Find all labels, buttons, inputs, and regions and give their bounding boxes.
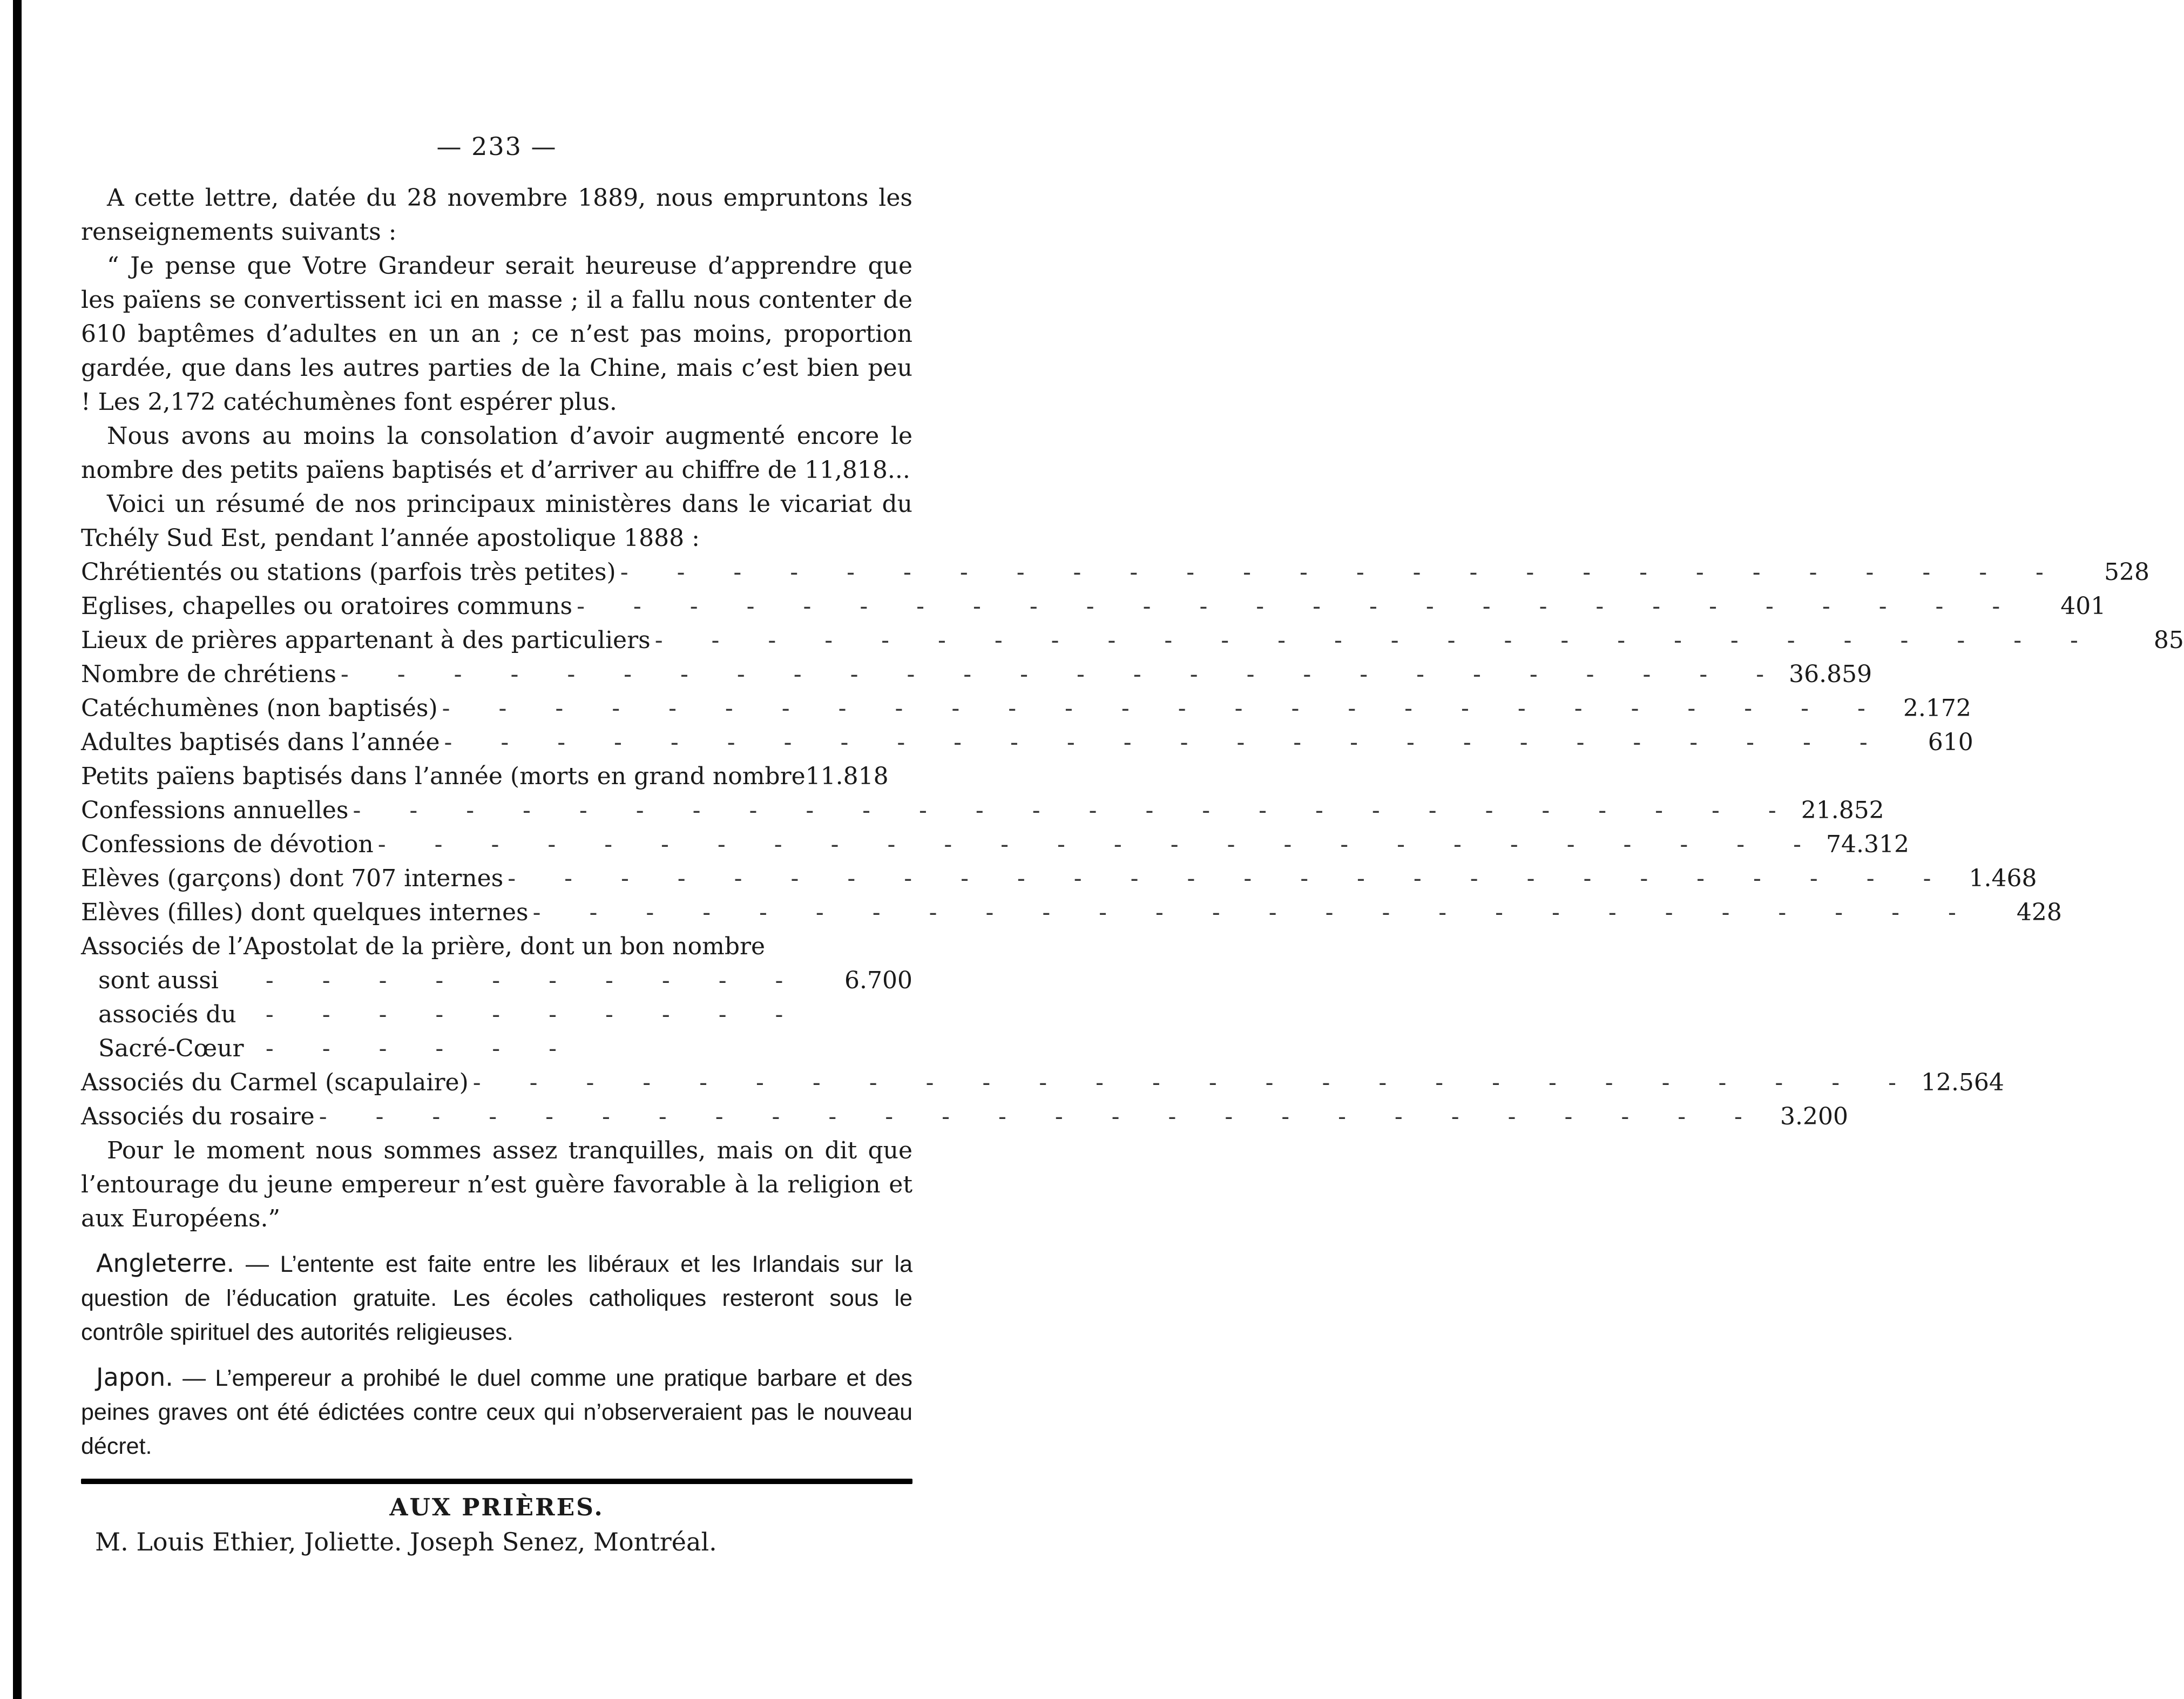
news-text: — L’entente est faite entre les libéraux et les Irlandais sur la question de l’éducation gratuite. Les écoles catholiques resteront sous le contrôle spirituel des autorités religieuses.	[81, 1251, 912, 1345]
stat-row	[81, 657, 1872, 691]
stat-value: 85	[2153, 626, 2184, 654]
dash-leader	[261, 963, 831, 1066]
dash-leader	[572, 589, 2025, 623]
stat-label: Confessions annuelles	[81, 797, 349, 824]
stat-row	[81, 589, 2106, 623]
dash-leader	[315, 1100, 1767, 1134]
stat-label: Elèves (garçons) dont 707 internes	[81, 865, 504, 892]
dash-leader	[503, 861, 1956, 895]
horizontal-rule	[81, 1479, 912, 1484]
stat-row	[81, 1100, 1848, 1134]
dash-leader	[349, 793, 1801, 827]
stat-label: Chrétientés ou stations (parfois très petites)	[81, 558, 616, 586]
stat-value: 21.852	[1801, 797, 1884, 824]
stat-label: Adultes baptisés dans l’année	[81, 729, 440, 756]
dash-leader	[651, 623, 2103, 657]
stat-row	[81, 827, 1909, 861]
stat-label: Elèves (filles) dont quelques internes	[81, 899, 529, 926]
dash-leader	[336, 657, 1789, 691]
stat-row	[81, 759, 912, 793]
stat-row-multiline	[81, 929, 912, 1066]
statistics-table	[81, 555, 2184, 1134]
news-text: — L’empereur a prohibé le duel comme une pratique barbare et des peines graves ont été édictées contre ceux qui n’observeraient pas le nouveau décret.	[81, 1365, 912, 1459]
stat-value: 6.700	[844, 967, 912, 994]
intro-paragraph: A cette lettre, datée du 28 novembre 1889, nous empruntons les renseignements suivants :	[81, 184, 912, 246]
stat-row	[81, 793, 1884, 827]
news-title: Angleterre.	[96, 1249, 235, 1278]
document-page	[81, 130, 2184, 1560]
stat-value: 428	[2016, 899, 2062, 926]
letter-paragraph-1: “ Je pense que Votre Grandeur serait heureuse d’apprendre que les païens se convertissent ici en masse ; il a fallu nous contenter de 610 baptêmes d’adultes en un an ; ce n’est pas moins, proportion gardée, que dans les autres parties de la Chine, mais c’est bien peu ! Les 2,172 catéchumènes font espérer plus.	[81, 252, 912, 416]
stat-label: Nombre de chrétiens	[81, 660, 336, 688]
stat-value: 1.468	[1969, 865, 2037, 892]
news-item-angleterre	[81, 1246, 912, 1350]
dash-leader	[529, 895, 1981, 929]
stat-label: Catéchumènes (non baptisés)	[81, 695, 438, 722]
stat-value: 528	[2104, 558, 2149, 586]
stat-label: Associés du rosaire	[81, 1103, 315, 1130]
dash-leader	[440, 725, 1892, 759]
prayer-names: M. Louis Ethier, Joliette. Joseph Senez, Montréal.	[95, 1527, 717, 1556]
stat-label-line-2: sont aussi associés du Sacré-Cœur	[98, 967, 244, 1062]
stat-value: 12.564	[1921, 1069, 2004, 1096]
dash-leader	[374, 827, 1826, 861]
prayers-heading: AUX PRIÈRES.	[389, 1494, 604, 1521]
news-item-japon	[81, 1360, 912, 1464]
stat-label: Confessions de dévotion	[81, 831, 374, 858]
stat-row	[81, 895, 2062, 929]
stat-row	[81, 691, 1971, 725]
stat-label: Petits païens baptisés dans l’année (morts en grand nombre	[81, 763, 806, 790]
stat-label-continuation	[81, 963, 912, 1066]
closing-paragraph: Pour le moment nous sommes assez tranquilles, mais on dit que l’entourage du jeune empereur n’est guère favorable à la religion et aux Européens.”	[81, 1137, 912, 1232]
stat-value: 36.859	[1789, 660, 1872, 688]
stat-label: Lieux de prières appartenant à des particuliers	[81, 626, 651, 654]
stat-row	[81, 725, 1973, 759]
stat-label-line-1: Associés de l’Apostolat de la prière, dont un bon nombre	[81, 933, 766, 960]
dash-leader	[469, 1066, 1921, 1100]
stat-row	[81, 861, 2037, 895]
stat-value: 11.818	[805, 763, 889, 790]
dash-leader	[616, 555, 2068, 589]
stat-value: 610	[1928, 729, 1973, 756]
stat-value: 3.200	[1780, 1103, 1848, 1130]
letter-paragraph-3: Voici un résumé de nos principaux ministères dans le vicariat du Tchély Sud Est, pendant l’année apostolique 1888 :	[81, 490, 912, 552]
stat-row	[81, 555, 2149, 589]
dash-leader	[438, 691, 1890, 725]
page-edge-bar	[13, 0, 22, 1699]
news-title: Japon.	[96, 1363, 173, 1392]
stat-label: Associés du Carmel (scapulaire)	[81, 1069, 469, 1096]
page-number: — 233 —	[436, 132, 557, 161]
stat-label: Eglises, chapelles ou oratoires communs	[81, 592, 573, 620]
letter-paragraph-2: Nous avons au moins la consolation d’avoir augmenté encore le nombre des petits païens baptisés et d’arriver au chiffre de 11,818...	[81, 422, 912, 484]
stat-value: 74.312	[1826, 831, 1909, 858]
stat-row	[81, 1066, 2004, 1100]
stat-row	[81, 623, 2184, 657]
stat-value: 2.172	[1903, 695, 1971, 722]
stat-value: 401	[2060, 592, 2106, 620]
